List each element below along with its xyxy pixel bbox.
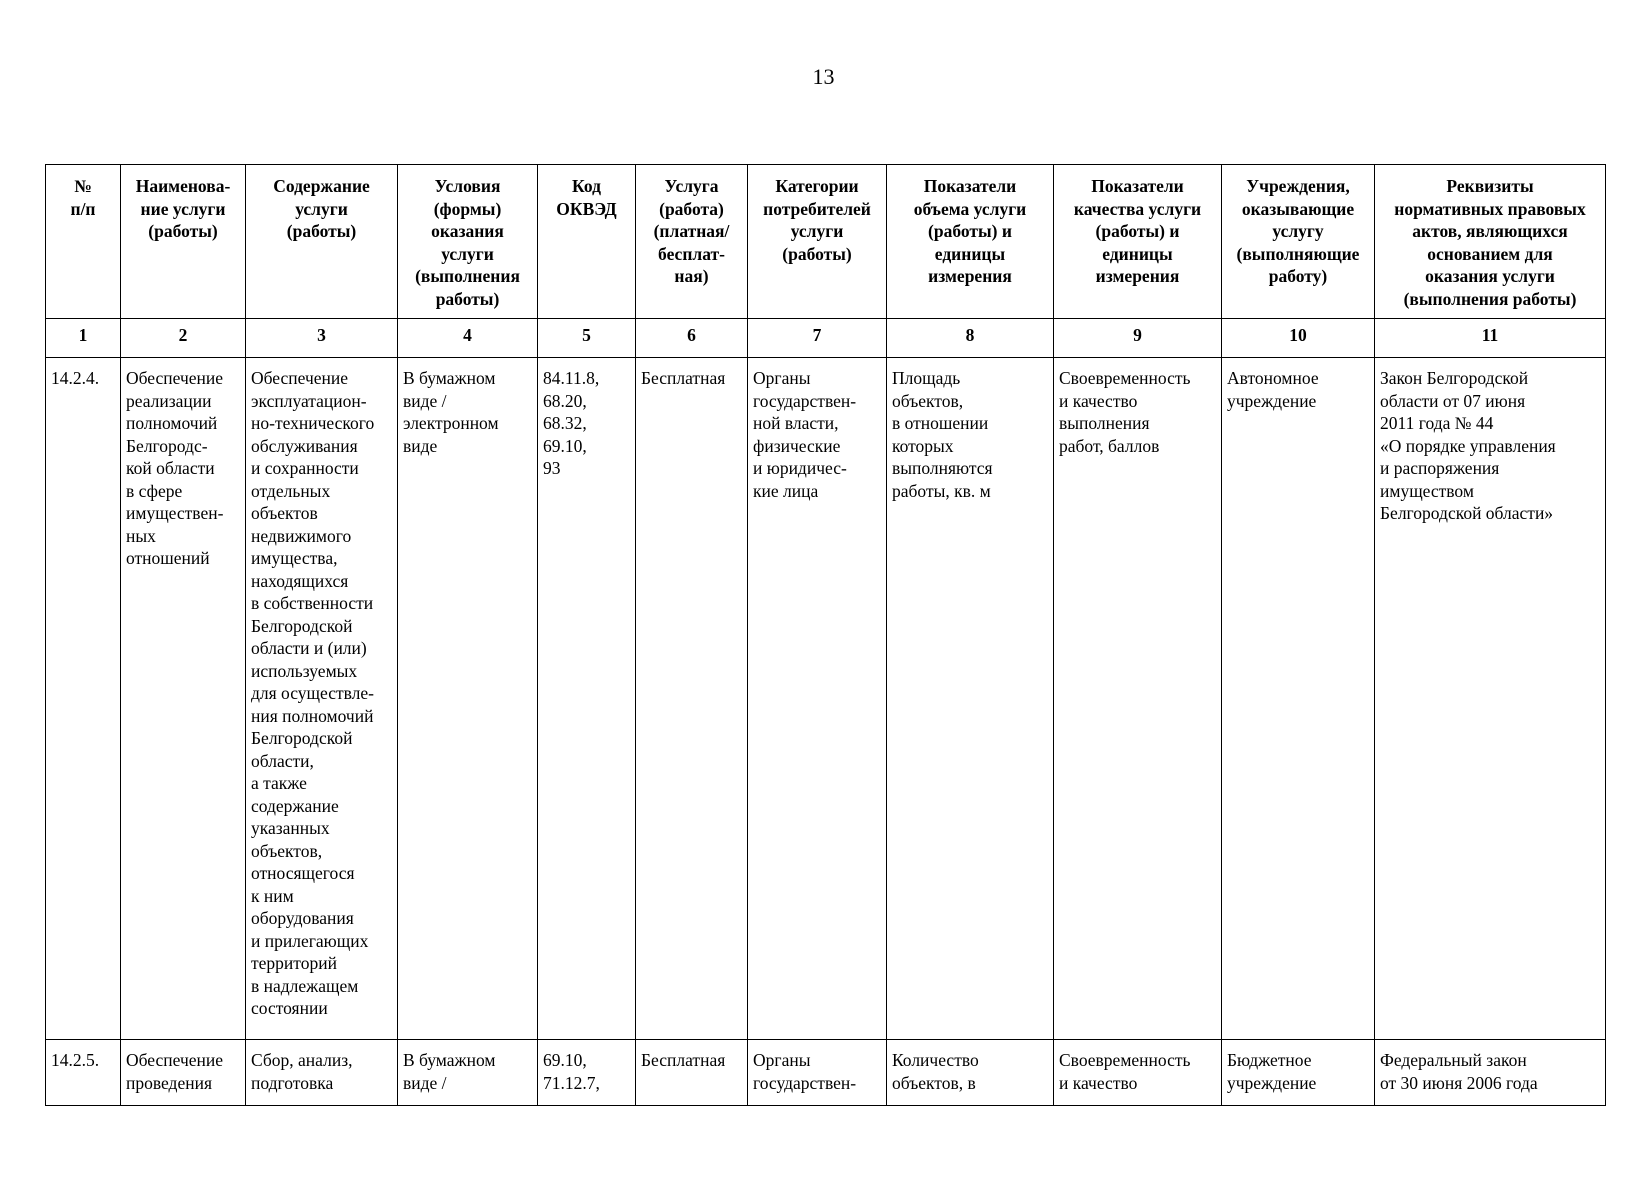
table-row xyxy=(46,358,1606,1040)
header-institutions: Учреждения, оказывающие услугу (выполняющие работу) xyxy=(1222,165,1375,319)
quality-indicators: Своевременность и качество xyxy=(1054,1040,1222,1106)
header-consumer-categories: Категории потребителей услуги (работы) xyxy=(748,165,887,319)
header-number: № п/п xyxy=(46,165,121,319)
quality-indicators: Своевременность и качество выполнения работ, баллов xyxy=(1054,358,1222,1040)
service-content: Обеспечение эксплуатацион- но-технического обслуживания и сохранности отдельных объектов недвижимого имущества, находящихся в собственности Белгородской области и (или) используемых для осуществле- ния полномочий Белгородской области, а также содержание указанных объектов, относящегося к ним оборудования и прилегающих территорий в надлежащем состоянии xyxy=(246,358,398,1040)
volume-indicators: Количество объектов, в xyxy=(887,1040,1054,1106)
header-service-name: Наименова- ние услуги (работы) xyxy=(121,165,246,319)
header-conditions: Условия (формы) оказания услуги (выполнения работы) xyxy=(398,165,538,319)
column-number: 7 xyxy=(748,319,887,358)
institution: Автономное учреждение xyxy=(1222,358,1375,1040)
header-service-content: Содержание услуги (работы) xyxy=(246,165,398,319)
page-number: 13 xyxy=(812,64,835,89)
service-conditions: В бумажном виде / xyxy=(398,1040,538,1106)
okved-code: 84.11.8, 68.20, 68.32, 69.10, 93 xyxy=(538,358,636,1040)
table-row xyxy=(46,1040,1606,1106)
row-number: 14.2.4. xyxy=(46,358,121,1040)
services-table xyxy=(45,164,1606,1106)
header-quality-indicators: Показатели качества услуги (работы) и единицы измерения xyxy=(1054,165,1222,319)
header-paid-free: Услуга (работа) (платная/ бесплат- ная) xyxy=(636,165,748,319)
service-name: Обеспечение проведения xyxy=(121,1040,246,1106)
institution: Бюджетное учреждение xyxy=(1222,1040,1375,1106)
paid-free: Бесплатная xyxy=(636,358,748,1040)
header-okved-code: Код ОКВЭД xyxy=(538,165,636,319)
legal-acts: Закон Белгородской области от 07 июня 2011 года № 44 «О порядке управления и распоряжения имуществом Белгородской области» xyxy=(1375,358,1606,1040)
service-content: Сбор, анализ, подготовка xyxy=(246,1040,398,1106)
column-number: 3 xyxy=(246,319,398,358)
header-volume-indicators: Показатели объема услуги (работы) и единицы измерения xyxy=(887,165,1054,319)
column-number-row xyxy=(46,319,1606,358)
column-number: 4 xyxy=(398,319,538,358)
row-number: 14.2.5. xyxy=(46,1040,121,1106)
column-number: 9 xyxy=(1054,319,1222,358)
column-number: 1 xyxy=(46,319,121,358)
column-number: 10 xyxy=(1222,319,1375,358)
volume-indicators: Площадь объектов, в отношении которых выполняются работы, кв. м xyxy=(887,358,1054,1040)
consumer-categories: Органы государствен- ной власти, физические и юридичес- кие лица xyxy=(748,358,887,1040)
paid-free: Бесплатная xyxy=(636,1040,748,1106)
column-number: 8 xyxy=(887,319,1054,358)
header-legal-acts: Реквизиты нормативных правовых актов, являющихся основанием для оказания услуги (выполнения работы) xyxy=(1375,165,1606,319)
service-conditions: В бумажном виде / электронном виде xyxy=(398,358,538,1040)
column-number: 11 xyxy=(1375,319,1606,358)
legal-acts: Федеральный закон от 30 июня 2006 года xyxy=(1375,1040,1606,1106)
column-number: 2 xyxy=(121,319,246,358)
header-row xyxy=(46,165,1606,319)
okved-code: 69.10, 71.12.7, xyxy=(538,1040,636,1106)
column-number: 6 xyxy=(636,319,748,358)
service-name: Обеспечение реализации полномочий Белгородс- кой области в сфере имуществен- ных отношений xyxy=(121,358,246,1040)
column-number: 5 xyxy=(538,319,636,358)
consumer-categories: Органы государствен- xyxy=(748,1040,887,1106)
